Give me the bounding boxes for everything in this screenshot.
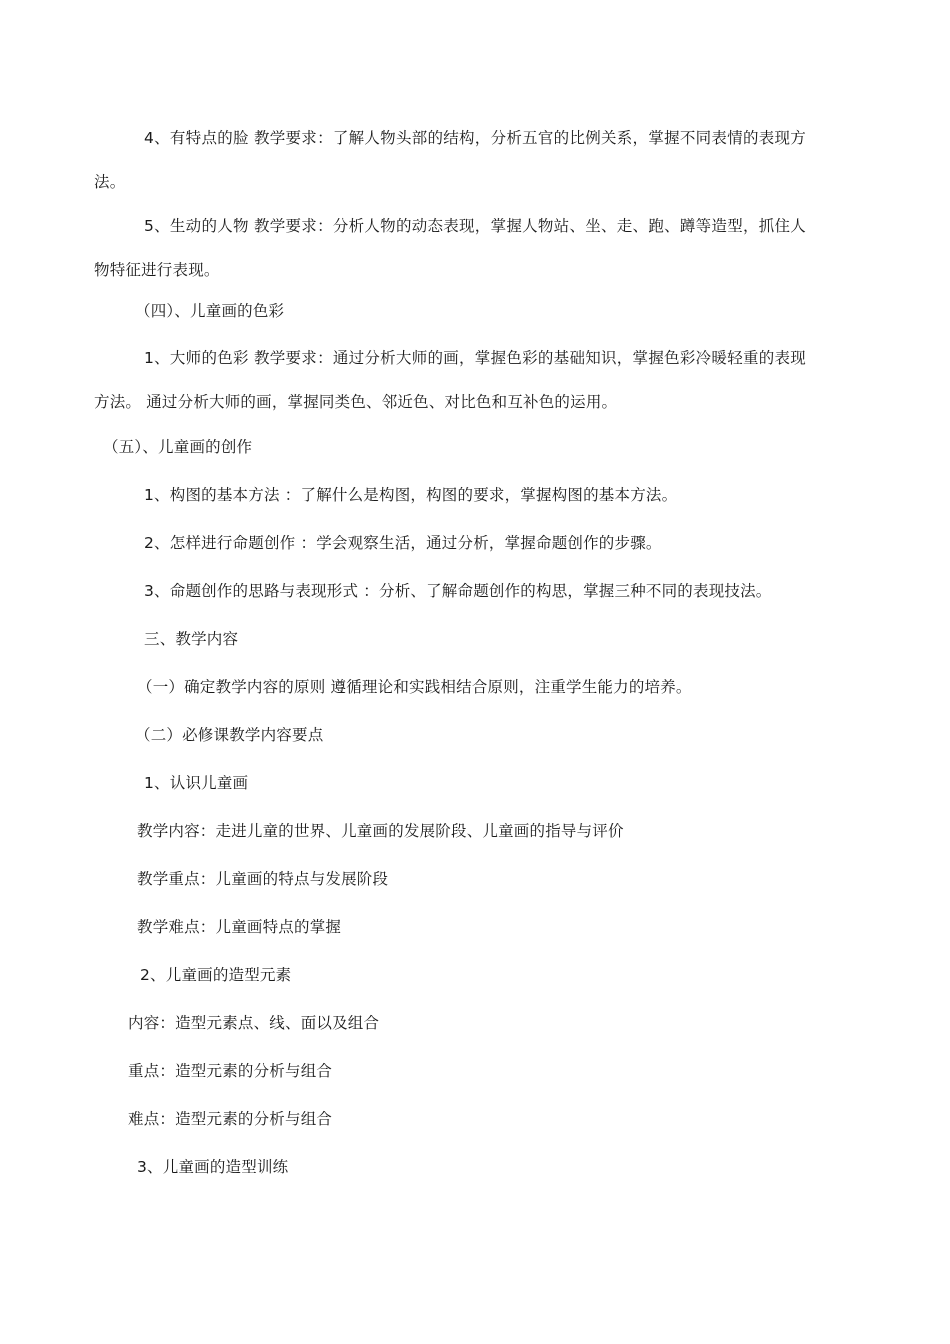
item-teaching-difficulty: 教学难点：儿童画特点的掌握 xyxy=(137,918,342,936)
section-heading-creation: （五）、儿童画的创作 xyxy=(103,438,253,456)
item-modeling-elements: 2、儿童画的造型元素 xyxy=(140,966,292,984)
item-difficulty: 难点：造型元素的分析与组合 xyxy=(128,1110,333,1128)
section-heading-color: （四）、儿童画的色彩 xyxy=(135,302,285,320)
item-teaching-content: 教学内容：走进儿童的世界、儿童画的发展阶段、儿童画的指导与评价 xyxy=(137,822,624,840)
section-heading-teaching-content: 三、教学内容 xyxy=(144,630,239,648)
item-modeling-training: 3、儿童画的造型训练 xyxy=(137,1158,289,1176)
paragraph-composition-method: 1、构图的基本方法 ：了解什么是构图，构图的要求，掌握构图的基本方法。 xyxy=(144,486,678,504)
item-content: 内容：造型元素点、线、面以及组合 xyxy=(128,1014,380,1032)
paragraph-face-features: 4、有特点的脸 教学要求：了解人物头部的结构，分析五官的比例关系，掌握不同表情的表现方法。 xyxy=(94,129,806,191)
item-teaching-focus: 教学重点：儿童画的特点与发展阶段 xyxy=(137,870,389,888)
item-focus: 重点：造型元素的分析与组合 xyxy=(128,1062,333,1080)
paragraph-content-principle: （一）确定教学内容的原则 遵循理论和实践相结合原则，注重学生能力的培养。 xyxy=(137,678,692,696)
paragraph-vivid-figures: 5、生动的人物 教学要求：分析人物的动态表现，掌握人物站、坐、走、跑、蹲等造型，抓住人物特征进行表现。 xyxy=(94,217,806,279)
paragraph-master-colors: 1、大师的色彩 教学要求：通过分析大师的画，掌握色彩的基础知识，掌握色彩冷暖轻重的表现方法。 通过分析大师的画，掌握同类色、邻近色、对比色和互补色的运用。 xyxy=(94,349,806,411)
section-heading-required-course: （二）必修课教学内容要点 xyxy=(135,726,324,744)
paragraph-theme-creation: 2、怎样进行命题创作 ：学会观察生活，通过分析，掌握命题创作的步骤。 xyxy=(144,534,662,552)
paragraph-creation-ideas: 3、命题创作的思路与表现形式 ：分析、了解命题创作的构思，掌握三种不同的表现技法。 xyxy=(144,582,772,600)
item-know-childrens-drawing: 1、认识儿童画 xyxy=(144,774,249,792)
